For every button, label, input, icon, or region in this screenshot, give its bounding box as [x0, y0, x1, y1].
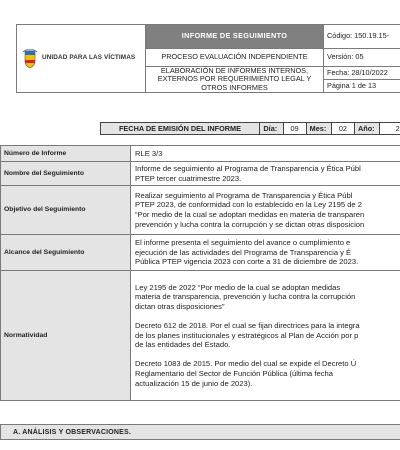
table-row — [1, 146, 400, 162]
row-value-scope — [131, 235, 400, 271]
report-title: INFORME DE SEGUIMIENTO — [146, 25, 324, 49]
value-line: de las entidades del Estado. — [135, 340, 231, 350]
emission-label: FECHA DE EMISIÓN DEL INFORME — [100, 123, 260, 135]
value-line: PTEP 2023, de conformidad con lo establecido en la Ley 2195 de 2 — [135, 200, 362, 210]
emission-spacer — [16, 123, 100, 135]
value-line: Decreto 1083 de 2015. Por medio del cual se expide el Decreto Ú — [135, 359, 357, 369]
table-row — [1, 186, 400, 235]
value-line: Decreto 612 de 2018. Por el cual se fijan directrices para la integra — [135, 321, 360, 331]
table-row — [1, 162, 400, 186]
year-label: Año: — [354, 123, 379, 135]
value-line: ejecución de las actividades del Programa de Transparencia y É — [135, 247, 352, 257]
value-line: “Por medio de la cual se adoptan medidas en materia de transparen — [135, 210, 365, 219]
colombia-coat-of-arms-icon — [22, 49, 38, 69]
value-line: RLE 3/3 — [135, 148, 163, 158]
value-line: El informe presenta el seguimiento del avance o cumplimiento e — [135, 238, 351, 248]
row-label-follow-up-name: Nombre del Seguimiento — [1, 162, 131, 186]
document-header — [16, 24, 400, 93]
logo-text: UNIDAD PARA LAS VÍCTIMAS — [42, 54, 136, 62]
value-line: prevención y lucha contra la corrupción y se dictan otras disposicion — [135, 219, 365, 229]
month-label: Mes: — [306, 123, 331, 135]
value-line: Ley 2195 de 2022 “Por medio de la cual se adoptan medidas — [135, 282, 341, 292]
document-code: Código: 150.19.15- — [324, 25, 400, 49]
table-row — [1, 235, 400, 271]
value-line — [135, 350, 400, 360]
page-number: Página 1 de 13 — [324, 80, 400, 93]
day-label: Día: — [260, 123, 283, 135]
row-label-report-number: Número de Informe — [1, 146, 131, 162]
day-value: 09 — [283, 123, 306, 135]
row-value-follow-up-name — [131, 162, 400, 186]
row-value-regulations — [131, 271, 400, 401]
value-line: Informe de seguimiento al Programa de Transparencia y Ética Públ — [135, 163, 361, 173]
value-line: PTEP tercer cuatrimestre 2023. — [135, 173, 242, 183]
section-heading: A. ANÁLISIS Y OBSERVACIONES. — [0, 424, 400, 440]
value-line — [135, 312, 400, 322]
value-line: Pública PTEP vigencia 2023 con corte a 31 de diciembre de 2023. — [135, 257, 359, 267]
logo-cell — [17, 25, 146, 93]
table-row — [1, 271, 400, 401]
year-value: 2 — [380, 123, 400, 135]
row-value-objective — [131, 186, 400, 235]
row-value-report-number — [131, 146, 400, 162]
row-label-scope: Alcance del Seguimiento — [1, 235, 131, 271]
value-line: de los planes institucionales y estratégicos al Plan de Acción por p — [135, 330, 359, 340]
value-line: materia de transparencia, prevención y lucha contra la corrupción — [135, 292, 356, 302]
value-line: Reglamentario del Sector de Función Pública (última fecha — [135, 369, 333, 379]
document-version: Versión: 05 — [324, 49, 400, 67]
value-line: dictan otras disposiciones” — [135, 301, 225, 311]
value-line: actualización 15 de junio de 2023). — [135, 378, 253, 388]
month-value: 02 — [331, 123, 354, 135]
emission-date-row — [16, 122, 400, 135]
procedure-name: ELABORACIÓN DE INFORMES INTERNOS, EXTERNOS POR REQUERIMIENTO LEGAL Y OTROS INFORMES — [146, 67, 324, 93]
value-line: Realizar seguimiento al Programa de Transparencia y Ética Públ — [135, 190, 353, 200]
row-label-regulations: Normatividad — [1, 271, 131, 401]
process-name: PROCESO EVALUACIÓN INDEPENDIENTE — [146, 49, 324, 67]
document-date: Fecha: 28/10/2022 — [324, 67, 400, 80]
report-info-table — [0, 145, 400, 401]
row-label-objective: Objetivo del Seguimiento — [1, 186, 131, 235]
